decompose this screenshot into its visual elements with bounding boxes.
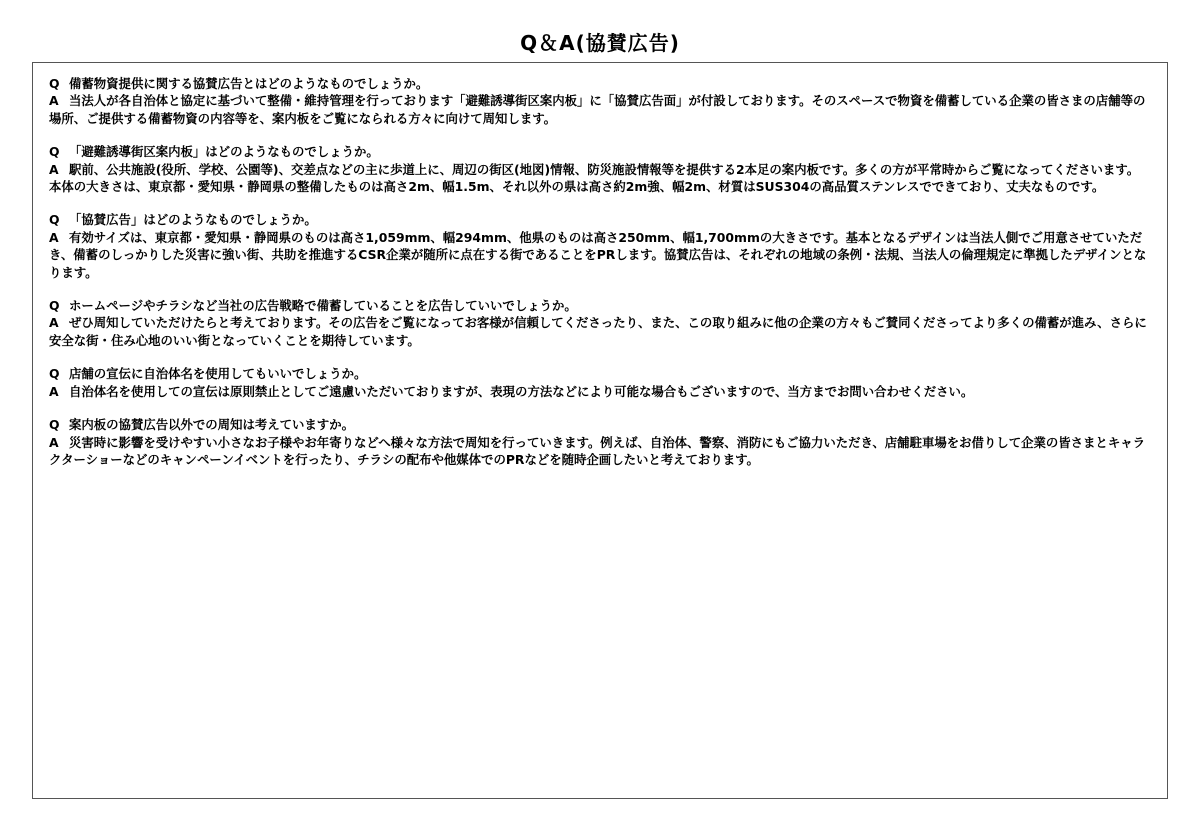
question-text: 備蓄物資提供に関する協賛広告とはどのようなものでしょうか。 (69, 76, 429, 91)
answer-line (49, 92, 1149, 127)
qa-item (49, 365, 1149, 400)
answer-line (49, 161, 1149, 196)
qa-item (49, 297, 1149, 349)
question-marker: Q (49, 144, 60, 160)
question-marker: Q (49, 298, 60, 314)
question-text: ホームページやチラシなど当社の広告戦略で備蓄していることを広告していいでしょうか。 (69, 298, 577, 314)
question-line (49, 297, 1149, 314)
answer-text: 災害時に影響を受けやすい小さなお子様やお年寄りなどへ様々な方法で周知を行っていきます。例えば、自治体、警察、消防にもご協力いただき、店舗駐車場をお借りして企業の皆さまとキャラクターショーなどのキャンペーンイベントを行ったり、チラシの配布や他媒体でのPRなどを随時企画したいと考えております。 (49, 434, 1145, 467)
answer-text: 有効サイズは、東京都・愛知県・静岡県のものは高さ1,059mm、幅294mm、他県のものは高さ250mm、幅1,700mmの大きさです。基本となるデザインは当法人側でご用意させていただき、備蓄のしっかりした災害に強い街、共助を推進するCSR企業が随所に点在する街であることをPRします。協賛広告は、それぞれの地域の条例・法規、当法人の倫理規定に準拠したデザインとなります。 (49, 229, 1147, 280)
answer-marker: A (49, 315, 59, 331)
answer-marker: A (49, 229, 59, 245)
question-line (49, 416, 1149, 433)
answer-marker: A (49, 383, 59, 399)
answer-marker: A (49, 161, 59, 177)
question-marker: Q (49, 417, 60, 433)
answer-text: 当法人が各自治体と協定に基づいて整備・維持管理を行っております「避難誘導街区案内板」に「協賛広告面」が付設しております。そのスペースで物資を備蓄している企業の皆さまの店舗等の場所、ご提供する備蓄物資の内容等を、案内板をご覧になられる方々に向けて周知します。 (49, 93, 1146, 126)
answer-line (49, 314, 1149, 349)
question-text: 店舗の宣伝に自治体名を使用してもいいでしょうか。 (69, 366, 367, 382)
qa-section (32, 62, 1168, 799)
question-line (49, 365, 1149, 382)
question-marker: Q (49, 76, 60, 91)
question-text: 「協賛広告」はどのようなものでしょうか。 (69, 212, 317, 228)
answer-marker: A (49, 434, 59, 450)
question-line (49, 75, 1149, 92)
answer-marker: A (49, 93, 59, 109)
page-title: Q＆A(協賛広告) (520, 31, 680, 55)
question-line (49, 211, 1149, 228)
question-line (49, 143, 1149, 160)
qa-item (49, 211, 1149, 281)
qa-item (49, 416, 1149, 468)
answer-text: 駅前、公共施設(役所、学校、公園等)、交差点などの主に歩道上に、周辺の街区(地図)情報、防災施設情報等を提供する2本足の案内板です。多くの方が平常時からご覧になってくださいます。本体の大きさは、東京都・愛知県・静岡県の整備したものは高さ2m、幅1.5m、それ以外の県は高さ約2m強、幅2m、材質はSUS304の高品質ステンレスでできており、丈夫なものです。 (49, 161, 1140, 195)
answer-line (49, 383, 1149, 400)
qa-item (49, 75, 1149, 127)
answer-line (49, 229, 1149, 281)
answer-line (49, 434, 1149, 469)
qa-item (49, 143, 1149, 195)
question-marker: Q (49, 212, 60, 228)
question-marker: Q (49, 366, 60, 382)
answer-text: 自治体名を使用しての宣伝は原則禁止としてご遠慮いただいておりますが、表現の方法などにより可能な場合もございますので、当方までお問い合わせください。 (69, 383, 974, 399)
answer-text: ぜひ周知していただけたらと考えております。その広告をご覧になってお客様が信頼してくださったり、また、この取り組みに他の企業の方々もご賛同くださってより多くの備蓄が進み、さらに安全な街・住み心地のいい街となっていくことを期待しています。 (49, 315, 1147, 348)
question-text: 「避難誘導街区案内板」はどのようなものでしょうか。 (69, 144, 379, 160)
question-text: 案内板の協賛広告以外での周知は考えていますか。 (69, 417, 354, 433)
